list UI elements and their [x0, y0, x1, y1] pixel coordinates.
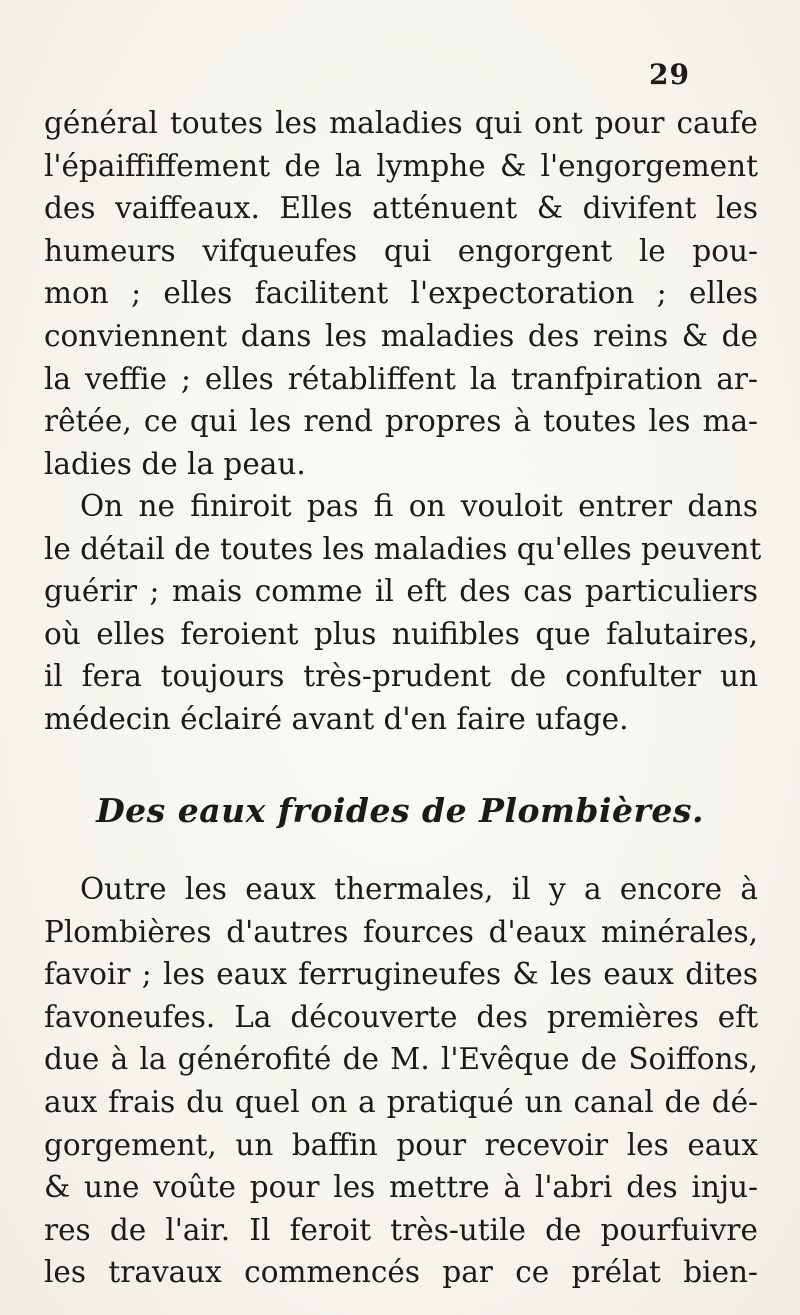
text-line: où elles feroient plus nuifibles que falutaires,: [44, 616, 758, 651]
text-line: On ne finiroit pas fi on vouloit entrer dans: [80, 489, 758, 523]
text-line: des vaiffeaux. Elles atténuent & divifent les: [44, 191, 758, 226]
text-line: rêtée, ce qui les rend propres à toutes les ma-: [44, 404, 758, 439]
paragraph-3: [44, 868, 758, 1294]
paragraph-1: [44, 102, 758, 485]
text-line: favoneufes. La découverte des premières eft: [44, 999, 758, 1034]
text-line: aux frais du quel on a pratiqué un canal de dé-: [44, 1084, 758, 1119]
text-line: il fera toujours très-prudent de confulter un: [44, 659, 758, 694]
text-line: les travaux commencés par ce prélat bien-: [44, 1255, 758, 1290]
text-line: res de l'air. Il feroit très-utile de pourfuivre: [44, 1212, 758, 1247]
text-line: l'épaiffiffement de la lymphe & l'engorgement: [44, 148, 758, 183]
section-heading: Des eaux froides de Plombières.: [96, 791, 704, 830]
text-line: Plombières d'autres fources d'eaux minérales,: [44, 914, 758, 949]
text-line: gorgement, un baffin pour recevoir les eaux: [44, 1127, 758, 1162]
text-line: le détail de toutes les maladies qu'elles peuvent: [44, 531, 762, 566]
text-line: général toutes les maladies qui ont pour caufe: [44, 106, 758, 140]
text-line: Outre les eaux thermales, il y a encore à: [80, 872, 758, 906]
text-line: conviennent dans les maladies des reins & de: [44, 318, 758, 353]
text-line: médecin éclairé avant d'en faire ufage.: [44, 701, 629, 736]
paragraph-2: [44, 485, 762, 741]
text-line: la veffie ; elles rétabliffent la tranfpiration ar-: [44, 361, 758, 396]
text-line: mon ; elles facilitent l'expectoration ; elles: [44, 276, 758, 311]
text-line: guérir ; mais comme il eft des cas particuliers: [44, 574, 758, 609]
text-line: & une voûte pour les mettre à l'abri des inju-: [44, 1170, 758, 1205]
text-line: favoir ; les eaux ferrugineufes & les eaux dites: [44, 957, 758, 992]
text-line: ladies de la peau.: [44, 446, 306, 481]
page-number: 29: [649, 58, 690, 91]
text-line: due à la générofité de M. l'Evêque de Soiffons,: [44, 1042, 758, 1077]
text-line: humeurs vifqueufes qui engorgent le pou-: [44, 233, 758, 268]
